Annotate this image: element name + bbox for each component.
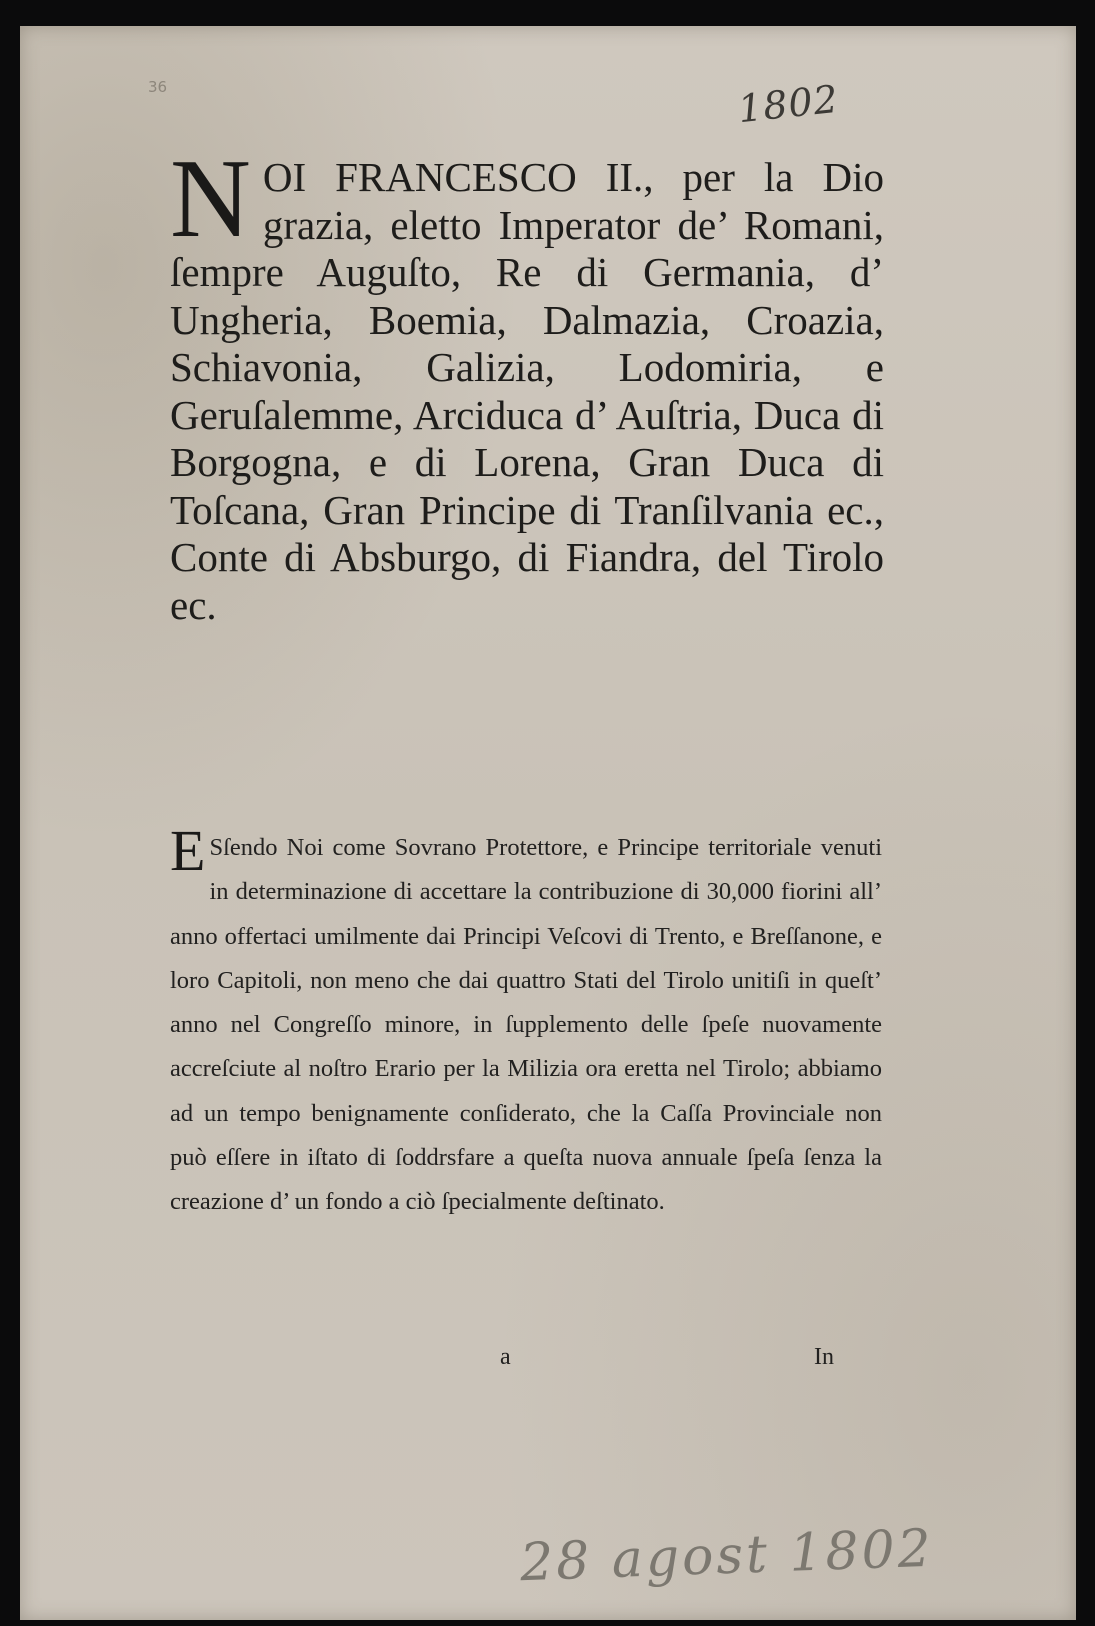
signature-mark: a bbox=[500, 1344, 511, 1370]
handwritten-year: 1802 bbox=[735, 76, 841, 132]
proclamation-heading bbox=[170, 137, 884, 629]
proclamation-text: OI FRANCESCO II., per la Dio grazia, eletto Imperator de’ Romani, ſempre Auguſto, Re di Germania, d’ Ungheria, Boemia, Dalmazia, Croazia, Schiavonia, Galizia, Lodomiria, e Geruſalemme, Arciduca d’ Auſtria, Duca di Borgogna, e di Lorena, Gran Duca di Toſcana, Gran Principe di Tranſilvania ec., Conte di Absburgo, di Fiandra, del Tirolo ec. bbox=[170, 154, 884, 628]
proclamation-dropcap: N bbox=[170, 137, 251, 261]
body-dropcap: E bbox=[170, 818, 206, 883]
archive-number: 36 bbox=[148, 78, 168, 96]
body-text: Sſendo Noi come Sovrano Protettore, e Principe territoriale venuti in determinazione di accettare la contribuzione di 30,000 fiorini all’ anno offertaci umilmente dai Principi Veſcovi di Trento, e Breſſanone, e loro Capitoli, non meno che dai quattro Stati del Tirolo unitiſi in queſt’ anno nel Congreſſo minore, in ſupplemento delle ſpeſe nuovamente accreſciute al noſtro Erario per la Milizia ora eretta nel Tirolo; abbiamo ad un tempo benignamente conſiderato, che la Caſſa Provinciale non può eſſere in iſtato di ſoddrsfare a queſta nuova annuale ſpeſa ſenza la creazione d’ un fondo a ciò ſpecialmente deſtinato. bbox=[170, 834, 882, 1216]
catchword: In bbox=[814, 1344, 834, 1370]
body-paragraph bbox=[170, 818, 882, 1225]
handwritten-date: 28 agost 1802 bbox=[519, 1518, 935, 1594]
document-page bbox=[20, 26, 1076, 1620]
